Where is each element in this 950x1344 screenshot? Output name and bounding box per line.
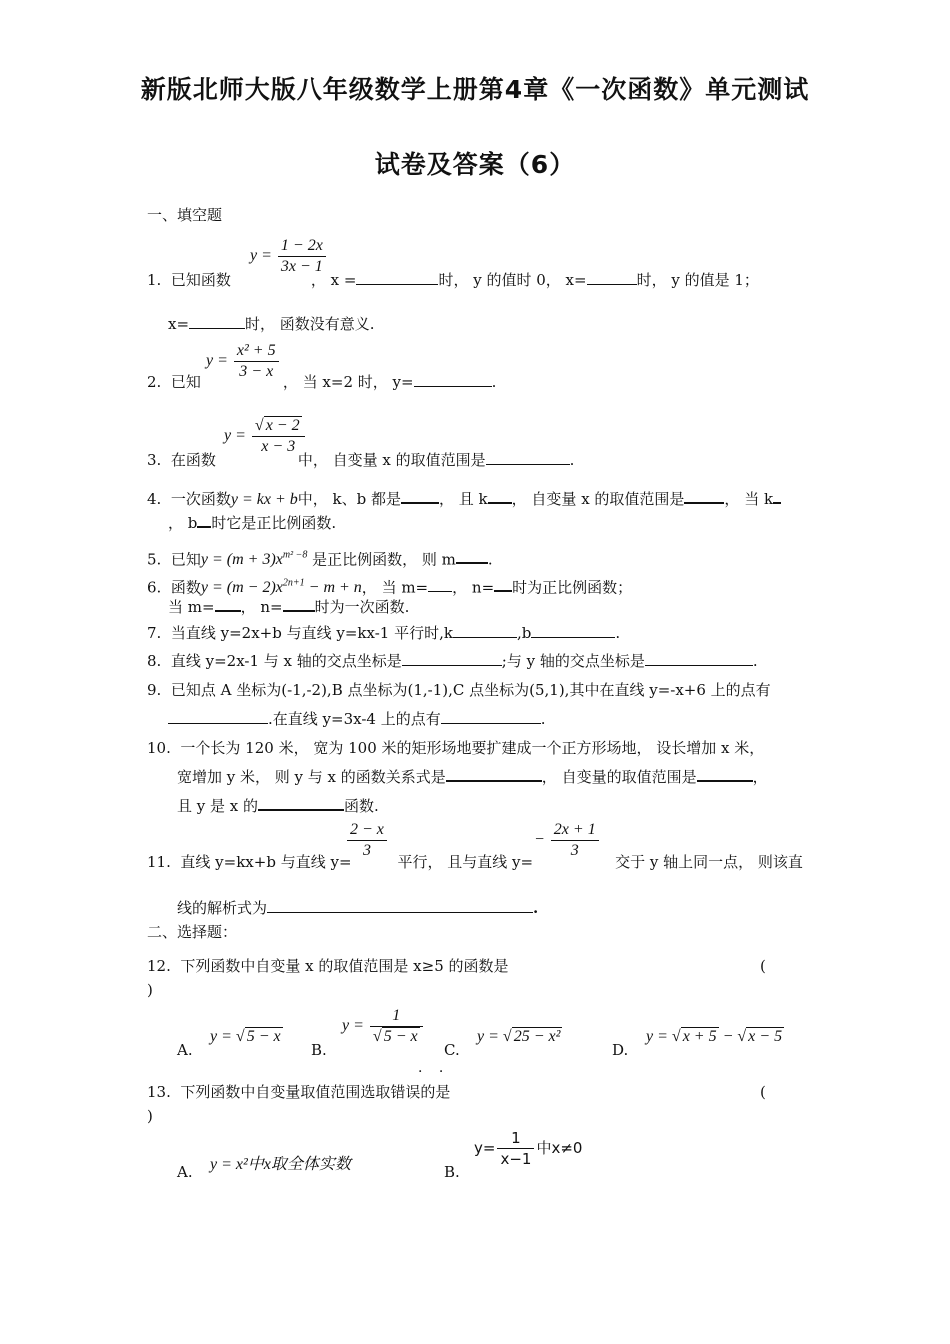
q12-option-b-y: y =	[342, 1017, 364, 1035]
q1-text-a: 已知函数	[170, 271, 231, 289]
q13-option-a[interactable]: y = x²中x取全体实数	[210, 1156, 351, 1173]
question-11-line1	[147, 852, 803, 872]
q6-text-e: 当 m=	[168, 598, 215, 616]
question-12	[147, 956, 509, 976]
q9-number: 9.	[147, 681, 162, 699]
q13-option-b-denominator: x−1	[500, 1150, 532, 1168]
section-heading-choice: 二、选择题：	[147, 923, 238, 941]
q5-number: 5.	[147, 550, 162, 569]
q12-option-d-radicand-1: x + 5	[682, 1028, 717, 1045]
q11-blank[interactable]	[267, 898, 533, 913]
question-4-line1	[147, 488, 781, 510]
q12-text-a: 下列函数中自变量 x 的取值范围是 x≥5 的函数是	[180, 957, 509, 975]
q11-number: 11.	[147, 853, 171, 871]
q6-blank-2[interactable]	[494, 576, 512, 592]
q3-text-a: 在函数	[170, 451, 216, 469]
q12-option-b-label[interactable]: B.	[311, 1041, 327, 1059]
q10-text-c: ， 自变量的取值范围是	[541, 768, 697, 786]
q11-text-e: .	[533, 899, 539, 917]
q13-text-a: 下列函数中自变量取值范围选取错误的是	[180, 1083, 451, 1101]
q2-text-b: ， 当 x=2 时， y=	[282, 373, 414, 391]
q4-number: 4.	[147, 490, 162, 508]
q5-formula-main: y = (m + 3)x	[200, 551, 283, 569]
q10-text-f: 函数.	[344, 797, 379, 815]
q1-blank-2[interactable]	[587, 270, 637, 285]
question-4-line2	[168, 512, 336, 533]
q7-text-b: ,b	[516, 624, 532, 642]
document-title-line1: 新版北师大版八年级数学上册第4章《一次函数》单元测试	[140, 75, 810, 104]
q4-text-d: ， 自变量 x 的取值范围是	[511, 490, 685, 508]
q3-numerator: x − 2	[265, 417, 300, 434]
q11-text-a: 直线 y=kx+b 与直线 y=	[180, 853, 352, 871]
q6-number: 6.	[147, 578, 162, 597]
q2-blank[interactable]	[414, 372, 492, 387]
q6-text-d: 时为正比例函数；	[512, 578, 633, 597]
section-heading-fill: 一、填空题	[147, 206, 223, 224]
q1-text-d: 时， y 的值是 1；	[636, 271, 759, 289]
q12-option-b-radicand: 5 − x	[383, 1028, 418, 1045]
question-1-line1	[147, 270, 759, 290]
question-10-line2	[177, 766, 768, 787]
q6-text-g: ， n=	[240, 598, 283, 616]
q10-blank-1[interactable]	[446, 766, 542, 782]
q9-text-a: 已知点 A 坐标为(-1,-2),B 点坐标为(1,-1),C 点坐标为(5,1),其中在直线 y=-x+6 上的点有	[170, 681, 771, 699]
q10-blank-3[interactable]	[258, 795, 344, 811]
q12-option-a-y: y =	[210, 1028, 232, 1045]
q1-numerator: 1 − 2x	[278, 236, 326, 257]
q12-option-a[interactable]: y = √ 5 − x	[210, 1028, 281, 1045]
q1-formula-y: y =	[250, 247, 272, 265]
q2-text-a: 已知	[170, 373, 201, 391]
q5-exponent: m² −8	[282, 550, 308, 561]
q8-blank-1[interactable]	[402, 651, 502, 666]
q7-text-a: 当直线 y=2x+b 与直线 y=kx-1 平行时,k	[170, 624, 453, 642]
q8-text-c: .	[752, 652, 758, 670]
q12-option-b[interactable]: y = $\frac{1}{√ 5 - x}$	[342, 1006, 425, 1047]
q11-text-c: 交于 y 轴上同一点， 则该直	[615, 853, 803, 871]
q12-option-c[interactable]: y = √ 25 − x²	[477, 1028, 561, 1045]
q11-text-b: 平行， 且与直线 y=	[397, 853, 534, 871]
question-11-line2	[177, 898, 538, 918]
question-6-line2	[168, 596, 409, 617]
q12-option-a-label[interactable]: A.	[177, 1041, 193, 1059]
q8-number: 8.	[147, 652, 162, 670]
q5-text-b: 是正比例函数， 则 m	[312, 550, 456, 569]
q4-text-c: ， 且 k	[439, 490, 488, 508]
q1-number: 1.	[147, 271, 162, 289]
q6-text-h: 时为一次函数.	[314, 598, 410, 616]
q12-paren-right: )	[147, 981, 153, 999]
q10-blank-2[interactable]	[697, 766, 753, 782]
q11-text-d: 线的解析式为	[177, 899, 268, 917]
q7-blank-2[interactable]	[531, 623, 615, 638]
q1-denominator: 3x − 1	[280, 258, 323, 275]
q11-numerator-1: 2 − x	[347, 820, 387, 841]
q2-formula-y: y =	[206, 352, 228, 370]
q6-text-a: 函数	[170, 578, 201, 597]
q13-option-a-label[interactable]: A.	[177, 1163, 193, 1181]
q5-text-a: 已知	[170, 550, 201, 569]
q1-blank-1[interactable]	[356, 270, 438, 285]
q2-number: 2.	[147, 373, 162, 391]
q10-text-b: 宽增加 y 米， 则 y 与 x 的函数关系式是	[177, 768, 446, 786]
q3-formula-y: y =	[224, 427, 246, 445]
q4-blank-5[interactable]	[197, 512, 211, 528]
q4-text-b: 中， k、b 都是	[297, 490, 402, 508]
q4-text-a: 一次函数	[170, 490, 231, 508]
q12-option-c-y: y =	[477, 1028, 499, 1045]
q1-blank-3[interactable]	[189, 314, 245, 329]
q1-text-b: ， x =	[310, 271, 357, 289]
q4-text-e: ， 当 k	[724, 490, 774, 508]
q2-text-c: .	[491, 373, 497, 391]
q3-denominator: x − 3	[261, 438, 296, 455]
q13-option-b-numerator: 1	[497, 1128, 534, 1149]
q12-option-d[interactable]: y = √ x + 5 − √ x − 5	[646, 1028, 783, 1045]
question-13	[147, 1082, 450, 1102]
q13-number: 13.	[147, 1083, 171, 1101]
q2-denominator: 3 − x	[239, 363, 274, 380]
q13-emphasis-dots: · ·	[418, 1064, 450, 1080]
document-title-line2: 试卷及答案（6）	[374, 150, 576, 179]
q3-formula: y = $\frac{√ x - 2}{x - 3}$	[224, 416, 307, 457]
q5-text-c: .	[487, 550, 493, 569]
q3-text-b: 中， 自变量 x 的取值范围是	[297, 451, 486, 469]
q4-blank-2[interactable]	[488, 488, 512, 504]
q3-number: 3.	[147, 451, 162, 469]
q8-blank-2[interactable]	[645, 651, 753, 666]
q6-blank-1[interactable]	[428, 577, 452, 592]
q6-formula-tail: − m + n	[308, 579, 362, 597]
question-6-line1	[147, 574, 632, 598]
q7-blank-1[interactable]	[453, 623, 517, 638]
q1-text-c: 时， y 的值时 0， x=	[438, 271, 587, 289]
q13-option-b-label[interactable]: B.	[444, 1163, 460, 1181]
question-8	[147, 651, 758, 671]
q12-option-d-radicand-2: x − 5	[748, 1028, 783, 1045]
question-3	[147, 450, 574, 470]
q13-paren-left: (	[760, 1083, 766, 1101]
q4-blank-4[interactable]	[773, 488, 781, 504]
q11-denominator-2: 3	[570, 842, 579, 859]
q6-formula-main: y = (m − 2)x	[200, 579, 283, 597]
q5-formula	[201, 551, 307, 568]
q4-text-g: ， b	[168, 514, 198, 532]
q11-numerator-2: 2x + 1	[551, 820, 599, 841]
q9-text-b: .在直线 y=3x-4 上的点有	[268, 710, 441, 728]
q8-text-b: ;与 y 轴的交点坐标是	[501, 652, 645, 670]
q6-text-b: ， 当 m=	[361, 578, 429, 597]
q12-option-c-label[interactable]: C.	[444, 1041, 460, 1059]
q9-blank-1[interactable]	[168, 709, 268, 724]
q4-formula: y = kx + b	[230, 491, 298, 508]
q8-text-a: 直线 y=2x-1 与 x 轴的交点坐标是	[170, 652, 402, 670]
q7-text-c: .	[615, 624, 621, 642]
question-10-line3	[177, 795, 379, 816]
question-1-line2	[168, 314, 375, 334]
q12-number: 12.	[147, 957, 171, 975]
q10-text-e: 且 y 是 x 的	[177, 797, 259, 815]
question-5	[147, 546, 493, 570]
q10-text-d: ，	[752, 768, 768, 786]
q4-blank-3[interactable]	[684, 488, 724, 504]
q2-numerator: x² + 5	[234, 341, 279, 362]
question-2	[147, 372, 496, 392]
question-10-line1	[147, 738, 764, 758]
q10-number: 10.	[147, 739, 171, 757]
question-9-line1	[147, 680, 771, 700]
q3-text-c: .	[569, 451, 575, 469]
q13-option-b-y: y=	[474, 1139, 496, 1157]
q7-number: 7.	[147, 624, 162, 642]
q12-option-c-radicand: 25 − x²	[513, 1028, 561, 1045]
q9-blank-2[interactable]	[441, 709, 541, 724]
q9-text-c: .	[540, 710, 546, 728]
q12-option-d-minus: −	[722, 1028, 734, 1045]
q1-text-e: x=	[168, 315, 190, 333]
q6-blank-4[interactable]	[283, 596, 315, 612]
q13-paren-right: )	[147, 1107, 153, 1125]
q13-option-b[interactable]	[474, 1128, 582, 1169]
q12-option-d-y: y =	[646, 1028, 668, 1045]
q13-option-b-tail: 中x≠0	[536, 1139, 583, 1157]
q10-text-a: 一个长为 120 米， 宽为 100 米的矩形场地要扩建成一个正方形场地， 设长增加 x 米，	[180, 739, 765, 757]
q6-exponent: 2n+1	[282, 578, 305, 589]
q6-formula	[201, 579, 362, 596]
q12-paren-left: (	[760, 957, 766, 975]
question-9-line2	[168, 709, 545, 729]
q11-negative-sign: −	[534, 831, 545, 849]
q4-blank-1[interactable]	[401, 488, 439, 504]
q4-text-h: 时它是正比例函数.	[211, 514, 337, 532]
q1-text-f: 时， 函数没有意义.	[245, 315, 375, 333]
q11-denominator-1: 3	[362, 842, 371, 859]
q6-text-c: ， n=	[452, 578, 495, 597]
q6-blank-3[interactable]	[215, 596, 241, 612]
q12-option-b-numerator: 1	[370, 1006, 423, 1027]
question-7	[147, 623, 620, 643]
q5-blank[interactable]	[456, 548, 488, 564]
q3-blank[interactable]	[486, 450, 570, 465]
q12-option-a-radicand: 5 − x	[246, 1028, 281, 1045]
q12-option-d-label[interactable]: D.	[612, 1041, 629, 1059]
